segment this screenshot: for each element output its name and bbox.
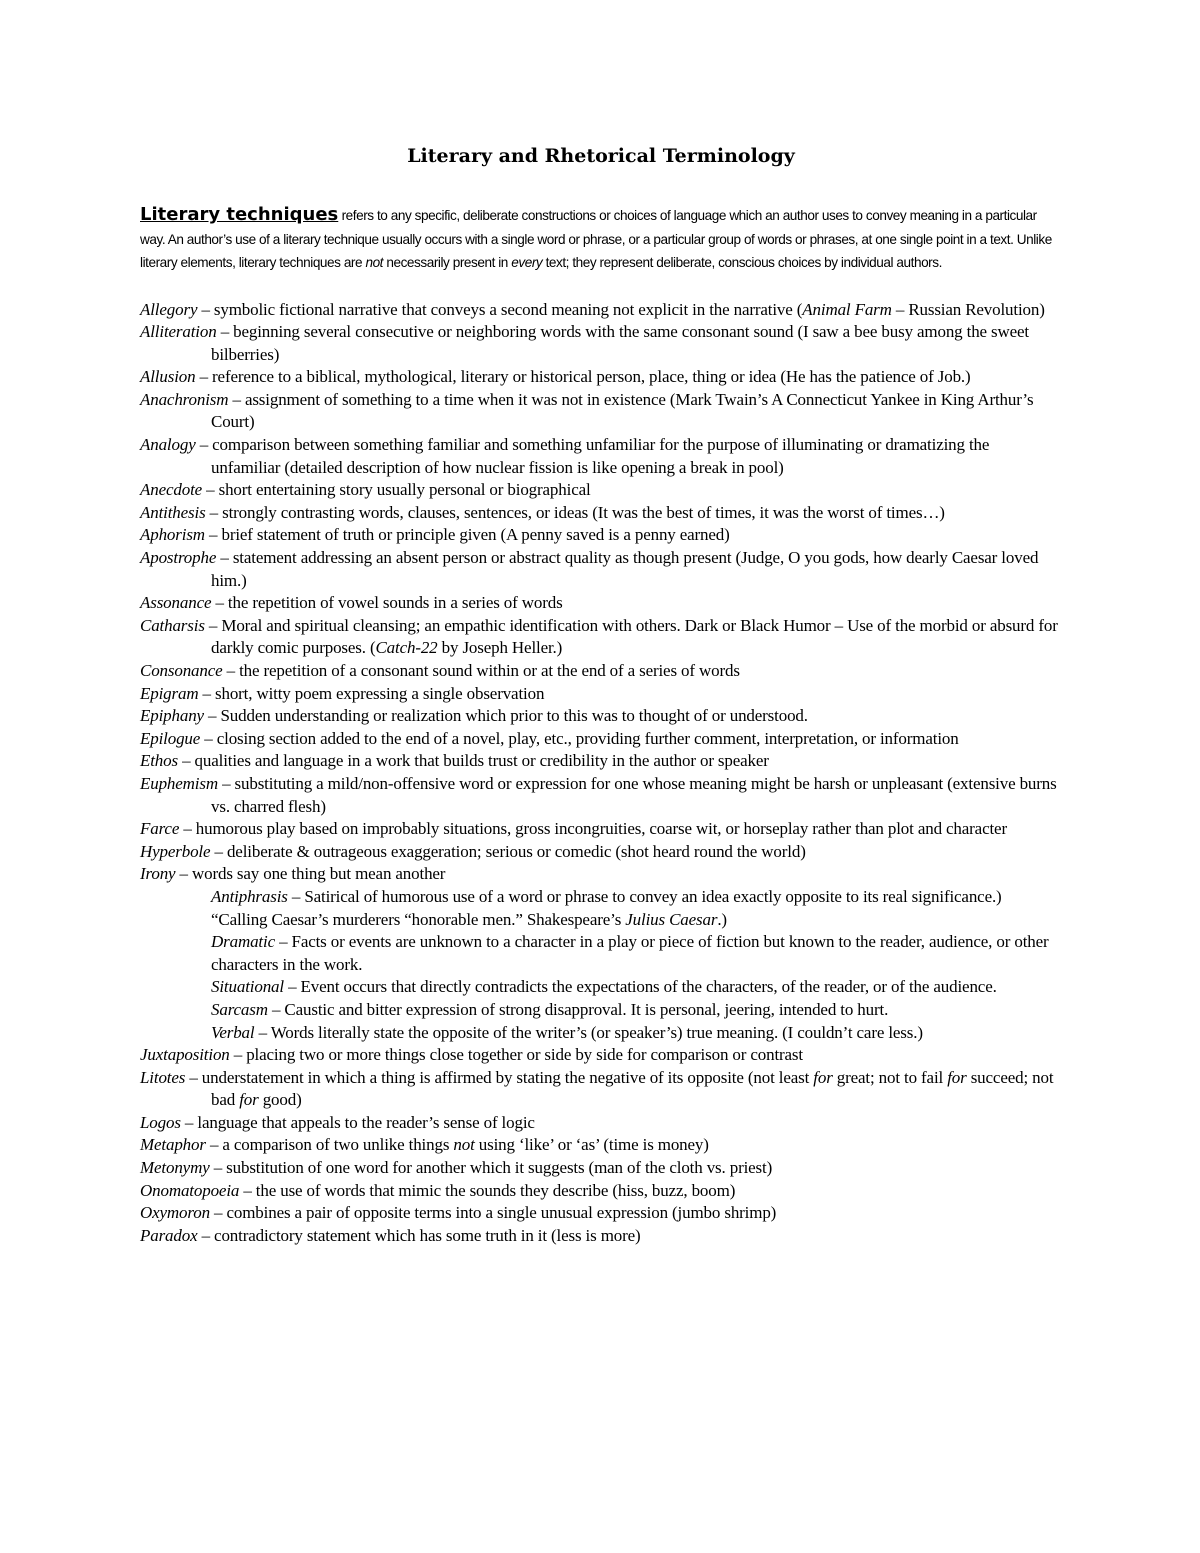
term-analogy: Analogy – comparison between something familiar and something unfamiliar for the purpose of illuminating or dramatizing the unfamiliar (detailed description of how nuclear fission is like opening a break in pool) [140, 435, 990, 477]
intro-text-2: necessarily present in [383, 255, 512, 270]
term-irony-sarcasm: Sarcasm – Caustic and bitter expression of strong disapproval. It is personal, jeering, intended to hurt. [211, 999, 889, 1019]
term-oxymoron: Oxymoron – combines a pair of opposite terms into a single unusual expression (jumbo shrimp) [140, 1203, 777, 1223]
term-irony-dramatic: Dramatic – Facts or events are unknown to a character in a play or piece of fiction but known to the reader, audience, or other characters in the work. [211, 932, 1049, 974]
intro-emph-every: every [511, 255, 543, 270]
term-antithesis: Antithesis – strongly contrasting words, clauses, sentences, or ideas (It was the best of times, it was the worst of times…) [140, 502, 945, 522]
term-consonance: Consonance – the repetition of a consonant sound within or at the end of a series of words [140, 661, 740, 680]
intro-text-3: text; they represent deliberate, conscious choices by individual authors. [542, 255, 942, 270]
page-title: Literary and Rhetorical Terminology [407, 145, 795, 167]
term-list [140, 299, 1062, 1248]
intro-heading: Literary techniques [140, 204, 339, 225]
term-euphemism: Euphemism – substituting a mild/non-offensive word or expression for one whose meaning might be harsh or unpleasant (extensive burns vs. charred flesh) [140, 773, 1057, 816]
term-juxtaposition: Juxtaposition – placing two or more things close together or side by side for comparison or contrast [140, 1045, 803, 1065]
term-catharsis: Catharsis – Moral and spiritual cleansing; an empathic identification with others. Dark or Black Humor – Use of the morbid or absurd for darkly comic purposes. (Catch-22 by Joseph Heller.) [140, 615, 1058, 658]
term-apostrophe: Apostrophe – statement addressing an absent person or abstract quality as though present (Judge, O you gods, how dearly Caesar loved him.) [140, 548, 1039, 590]
term-epiphany: Epiphany – Sudden understanding or realization which prior to this was to thought of or understood. [140, 706, 808, 726]
term-aphorism: Aphorism – brief statement of truth or principle given (A penny saved is a penny earned) [140, 525, 730, 545]
term-ethos: Ethos – qualities and language in a work that builds trust or credibility in the author or speaker [140, 751, 769, 771]
term-metaphor: Metaphor – a comparison of two unlike things not using ‘like’ or ‘as’ (time is money) [140, 1135, 709, 1155]
term-logos: Logos – language that appeals to the reader’s sense of logic [140, 1112, 535, 1132]
term-onomatopoeia: Onomatopoeia – the use of words that mimic the sounds they describe (hiss, buzz, boom) [140, 1180, 736, 1200]
term-irony: Irony – words say one thing but mean another [140, 864, 446, 884]
term-alliteration: Alliteration – beginning several consecutive or neighboring words with the same consonant sound (I saw a bee busy among the sweet bilberries) [140, 322, 1030, 364]
term-hyperbole: Hyperbole – deliberate & outrageous exaggeration; serious or comedic (shot heard round the world) [140, 841, 806, 861]
term-assonance: Assonance – the repetition of vowel sounds in a series of words [140, 593, 563, 613]
term-paradox: Paradox – contradictory statement which has some truth in it (less is more) [140, 1225, 641, 1245]
term-irony-verbal: Verbal – Words literally state the opposite of the writer’s (or speaker’s) true meaning. (I couldn’t care less.) [211, 1022, 923, 1042]
term-litotes: Litotes – understatement in which a thing is affirmed by stating the negative of its opposite (not least for great; not to fail for succeed; not bad for good) [140, 1067, 1054, 1110]
term-allusion: Allusion – reference to a biblical, mythological, literary or historical person, place, thing or idea (He has the patience of Job.) [140, 367, 971, 387]
term-epilogue: Epilogue – closing section added to the end of a novel, play, etc., providing further comment, interpretation, or information [140, 728, 959, 748]
term-irony-antiphrasis: Antiphrasis – Satirical of humorous use of a word or phrase to convey an idea exactly opposite to its real significance.) “Calling Caesar’s murderers “honorable men.” Shakespeare’s Julius Caesar.) [211, 886, 1002, 929]
term-farce: Farce – humorous play based on improbably situations, gross incongruities, coarse wit, or horseplay rather than plot and character [140, 819, 1007, 839]
term-irony-situational: Situational – Event occurs that directly contradicts the expectations of the characters, of the reader, or of the audience. [211, 977, 997, 997]
term-epigram: Epigram – short, witty poem expressing a single observation [140, 683, 545, 703]
term-metonymy: Metonymy – substitution of one word for another which it suggests (man of the cloth vs. priest) [140, 1158, 773, 1178]
intro-paragraph [140, 203, 1062, 275]
term-anachronism: Anachronism – assignment of something to a time when it was not in existence (Mark Twain’s A Connecticut Yankee in King Arthur’s Court) [140, 389, 1034, 432]
intro-emph-not: not [365, 255, 384, 270]
intro-text-1: refers to any specific, deliberate constructions or choices of language which an author uses to convey meaning in a particular way. An author’s use of a literary technique usually occurs with a single word or phrase, or a particular group of words or phrases, at one single point in a text. Unlike literary elements, literary techniques are [140, 208, 1052, 270]
term-allegory: Allegory – symbolic fictional narrative that conveys a second meaning not explicit in the narrative (Animal Farm – Russian Revolution) [140, 299, 1045, 319]
term-anecdote: Anecdote – short entertaining story usually personal or biographical [140, 480, 591, 500]
